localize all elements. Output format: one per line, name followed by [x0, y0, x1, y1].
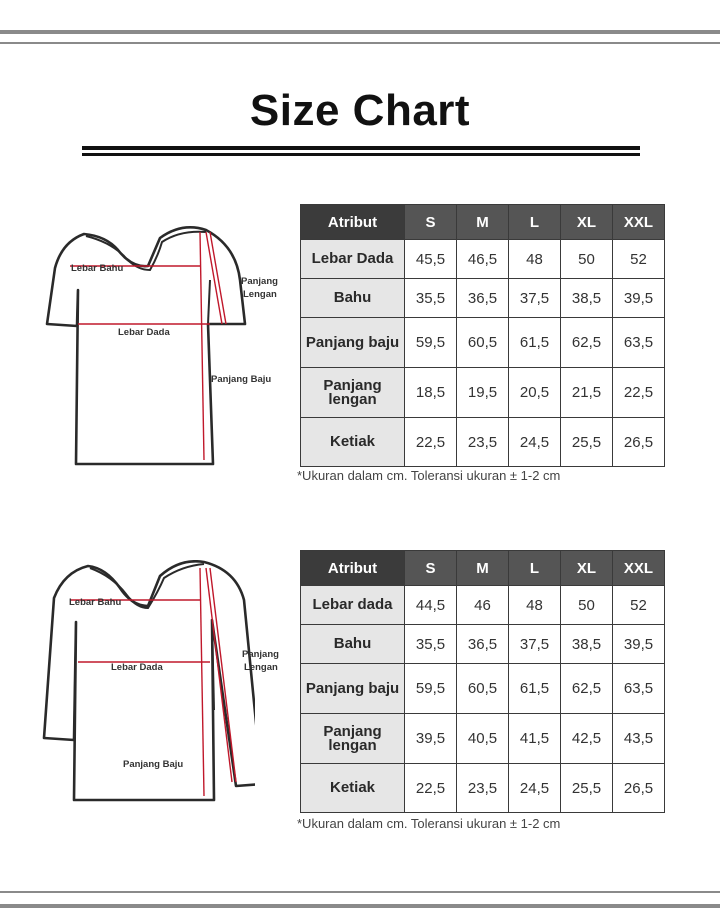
- header-size-xxl: XXL: [613, 551, 665, 586]
- row-attribute: Panjang lengan: [301, 368, 405, 418]
- table-cell: 38,5: [561, 279, 613, 318]
- table-header-row: [301, 205, 665, 240]
- table-row: [301, 764, 665, 813]
- row-attribute: Ketiak: [301, 764, 405, 813]
- table-cell: 22,5: [613, 368, 665, 418]
- table-cell: 44,5: [405, 586, 457, 625]
- row-attribute: Bahu: [301, 279, 405, 318]
- table-cell: 48: [509, 240, 561, 279]
- row-attribute: Ketiak: [301, 418, 405, 467]
- row-attribute: Lebar dada: [301, 586, 405, 625]
- label-panjang-baju: Panjang Baju: [123, 759, 184, 770]
- table-row: [301, 318, 665, 368]
- table-cell: 61,5: [509, 318, 561, 368]
- table-row: [301, 418, 665, 467]
- row-attribute: Panjang baju: [301, 318, 405, 368]
- table-cell: 60,5: [457, 318, 509, 368]
- table-cell: 22,5: [405, 764, 457, 813]
- table-cell: 59,5: [405, 664, 457, 714]
- title-underline-thin: [82, 153, 640, 156]
- table-cell: 24,5: [509, 418, 561, 467]
- table-cell: 21,5: [561, 368, 613, 418]
- table-cell: 38,5: [561, 625, 613, 664]
- table-cell: 23,5: [457, 418, 509, 467]
- table-cell: 23,5: [457, 764, 509, 813]
- table-cell: 50: [561, 586, 613, 625]
- table-cell: 52: [613, 240, 665, 279]
- title-underline-thick: [82, 146, 640, 150]
- size-table-long-sleeve: [300, 550, 665, 813]
- size-note: *Ukuran dalam cm. Toleransi ukuran ± 1-2 cm: [297, 816, 561, 831]
- table-cell: 19,5: [457, 368, 509, 418]
- header-size-s: S: [405, 551, 457, 586]
- table-row: [301, 586, 665, 625]
- table-cell: 46,5: [457, 240, 509, 279]
- table-cell: 25,5: [561, 418, 613, 467]
- label-lebar-bahu: Lebar Bahu: [71, 263, 124, 274]
- table-cell: 61,5: [509, 664, 561, 714]
- table-cell: 40,5: [457, 714, 509, 764]
- table-cell: 35,5: [405, 279, 457, 318]
- row-attribute: Panjang baju: [301, 664, 405, 714]
- table-cell: 26,5: [613, 418, 665, 467]
- header-size-l: L: [509, 551, 561, 586]
- header-atribut: Atribut: [301, 551, 405, 586]
- table-cell: 43,5: [613, 714, 665, 764]
- label-panjang-lengan-line1: Panjang: [241, 276, 278, 287]
- table-cell: 35,5: [405, 625, 457, 664]
- table-cell: 63,5: [613, 664, 665, 714]
- row-attribute: Bahu: [301, 625, 405, 664]
- table-cell: 52: [613, 586, 665, 625]
- label-lebar-dada: Lebar Dada: [111, 662, 163, 673]
- row-attribute: Lebar Dada: [301, 240, 405, 279]
- table-cell: 50: [561, 240, 613, 279]
- table-cell: 18,5: [405, 368, 457, 418]
- table-cell: 39,5: [405, 714, 457, 764]
- table-row: [301, 240, 665, 279]
- label-panjang-baju: Panjang Baju: [211, 374, 272, 385]
- label-panjang-lengan-line2: Lengan: [244, 662, 278, 673]
- table-row: [301, 625, 665, 664]
- top-rule-thin: [0, 42, 720, 44]
- table-header-row: [301, 551, 665, 586]
- header-atribut: Atribut: [301, 205, 405, 240]
- header-size-m: M: [457, 205, 509, 240]
- table-cell: 63,5: [613, 318, 665, 368]
- table-cell: 26,5: [613, 764, 665, 813]
- table-cell: 24,5: [509, 764, 561, 813]
- table-cell: 62,5: [561, 318, 613, 368]
- header-size-s: S: [405, 205, 457, 240]
- bottom-rule-thin: [0, 891, 720, 893]
- table-cell: 62,5: [561, 664, 613, 714]
- table-cell: 37,5: [509, 279, 561, 318]
- table-cell: 39,5: [613, 625, 665, 664]
- table-cell: 22,5: [405, 418, 457, 467]
- table-cell: 59,5: [405, 318, 457, 368]
- header-size-l: L: [509, 205, 561, 240]
- label-panjang-lengan-line1: Panjang: [242, 649, 279, 660]
- short-sleeve-shirt-illustration: [40, 220, 255, 470]
- header-size-xl: XL: [561, 205, 613, 240]
- table-cell: 41,5: [509, 714, 561, 764]
- table-cell: 36,5: [457, 625, 509, 664]
- table-cell: 48: [509, 586, 561, 625]
- table-cell: 45,5: [405, 240, 457, 279]
- table-row: [301, 664, 665, 714]
- header-size-xxl: XXL: [613, 205, 665, 240]
- table-cell: 42,5: [561, 714, 613, 764]
- row-attribute: Panjang lengan: [301, 714, 405, 764]
- table-row: [301, 368, 665, 418]
- label-panjang-lengan-line2: Lengan: [243, 289, 277, 300]
- top-rule-thick: [0, 30, 720, 34]
- table-cell: 20,5: [509, 368, 561, 418]
- label-lebar-dada: Lebar Dada: [118, 327, 170, 338]
- table-cell: 25,5: [561, 764, 613, 813]
- table-cell: 60,5: [457, 664, 509, 714]
- size-note: *Ukuran dalam cm. Toleransi ukuran ± 1-2 cm: [297, 468, 561, 483]
- table-cell: 39,5: [613, 279, 665, 318]
- label-lebar-bahu: Lebar Bahu: [69, 597, 122, 608]
- table-cell: 36,5: [457, 279, 509, 318]
- table-cell: 46: [457, 586, 509, 625]
- table-row: [301, 279, 665, 318]
- size-table-short-sleeve: [300, 204, 665, 467]
- header-size-xl: XL: [561, 551, 613, 586]
- table-row: [301, 714, 665, 764]
- table-cell: 37,5: [509, 625, 561, 664]
- header-size-m: M: [457, 551, 509, 586]
- bottom-rule-thick: [0, 904, 720, 908]
- page-title: Size Chart: [249, 86, 471, 135]
